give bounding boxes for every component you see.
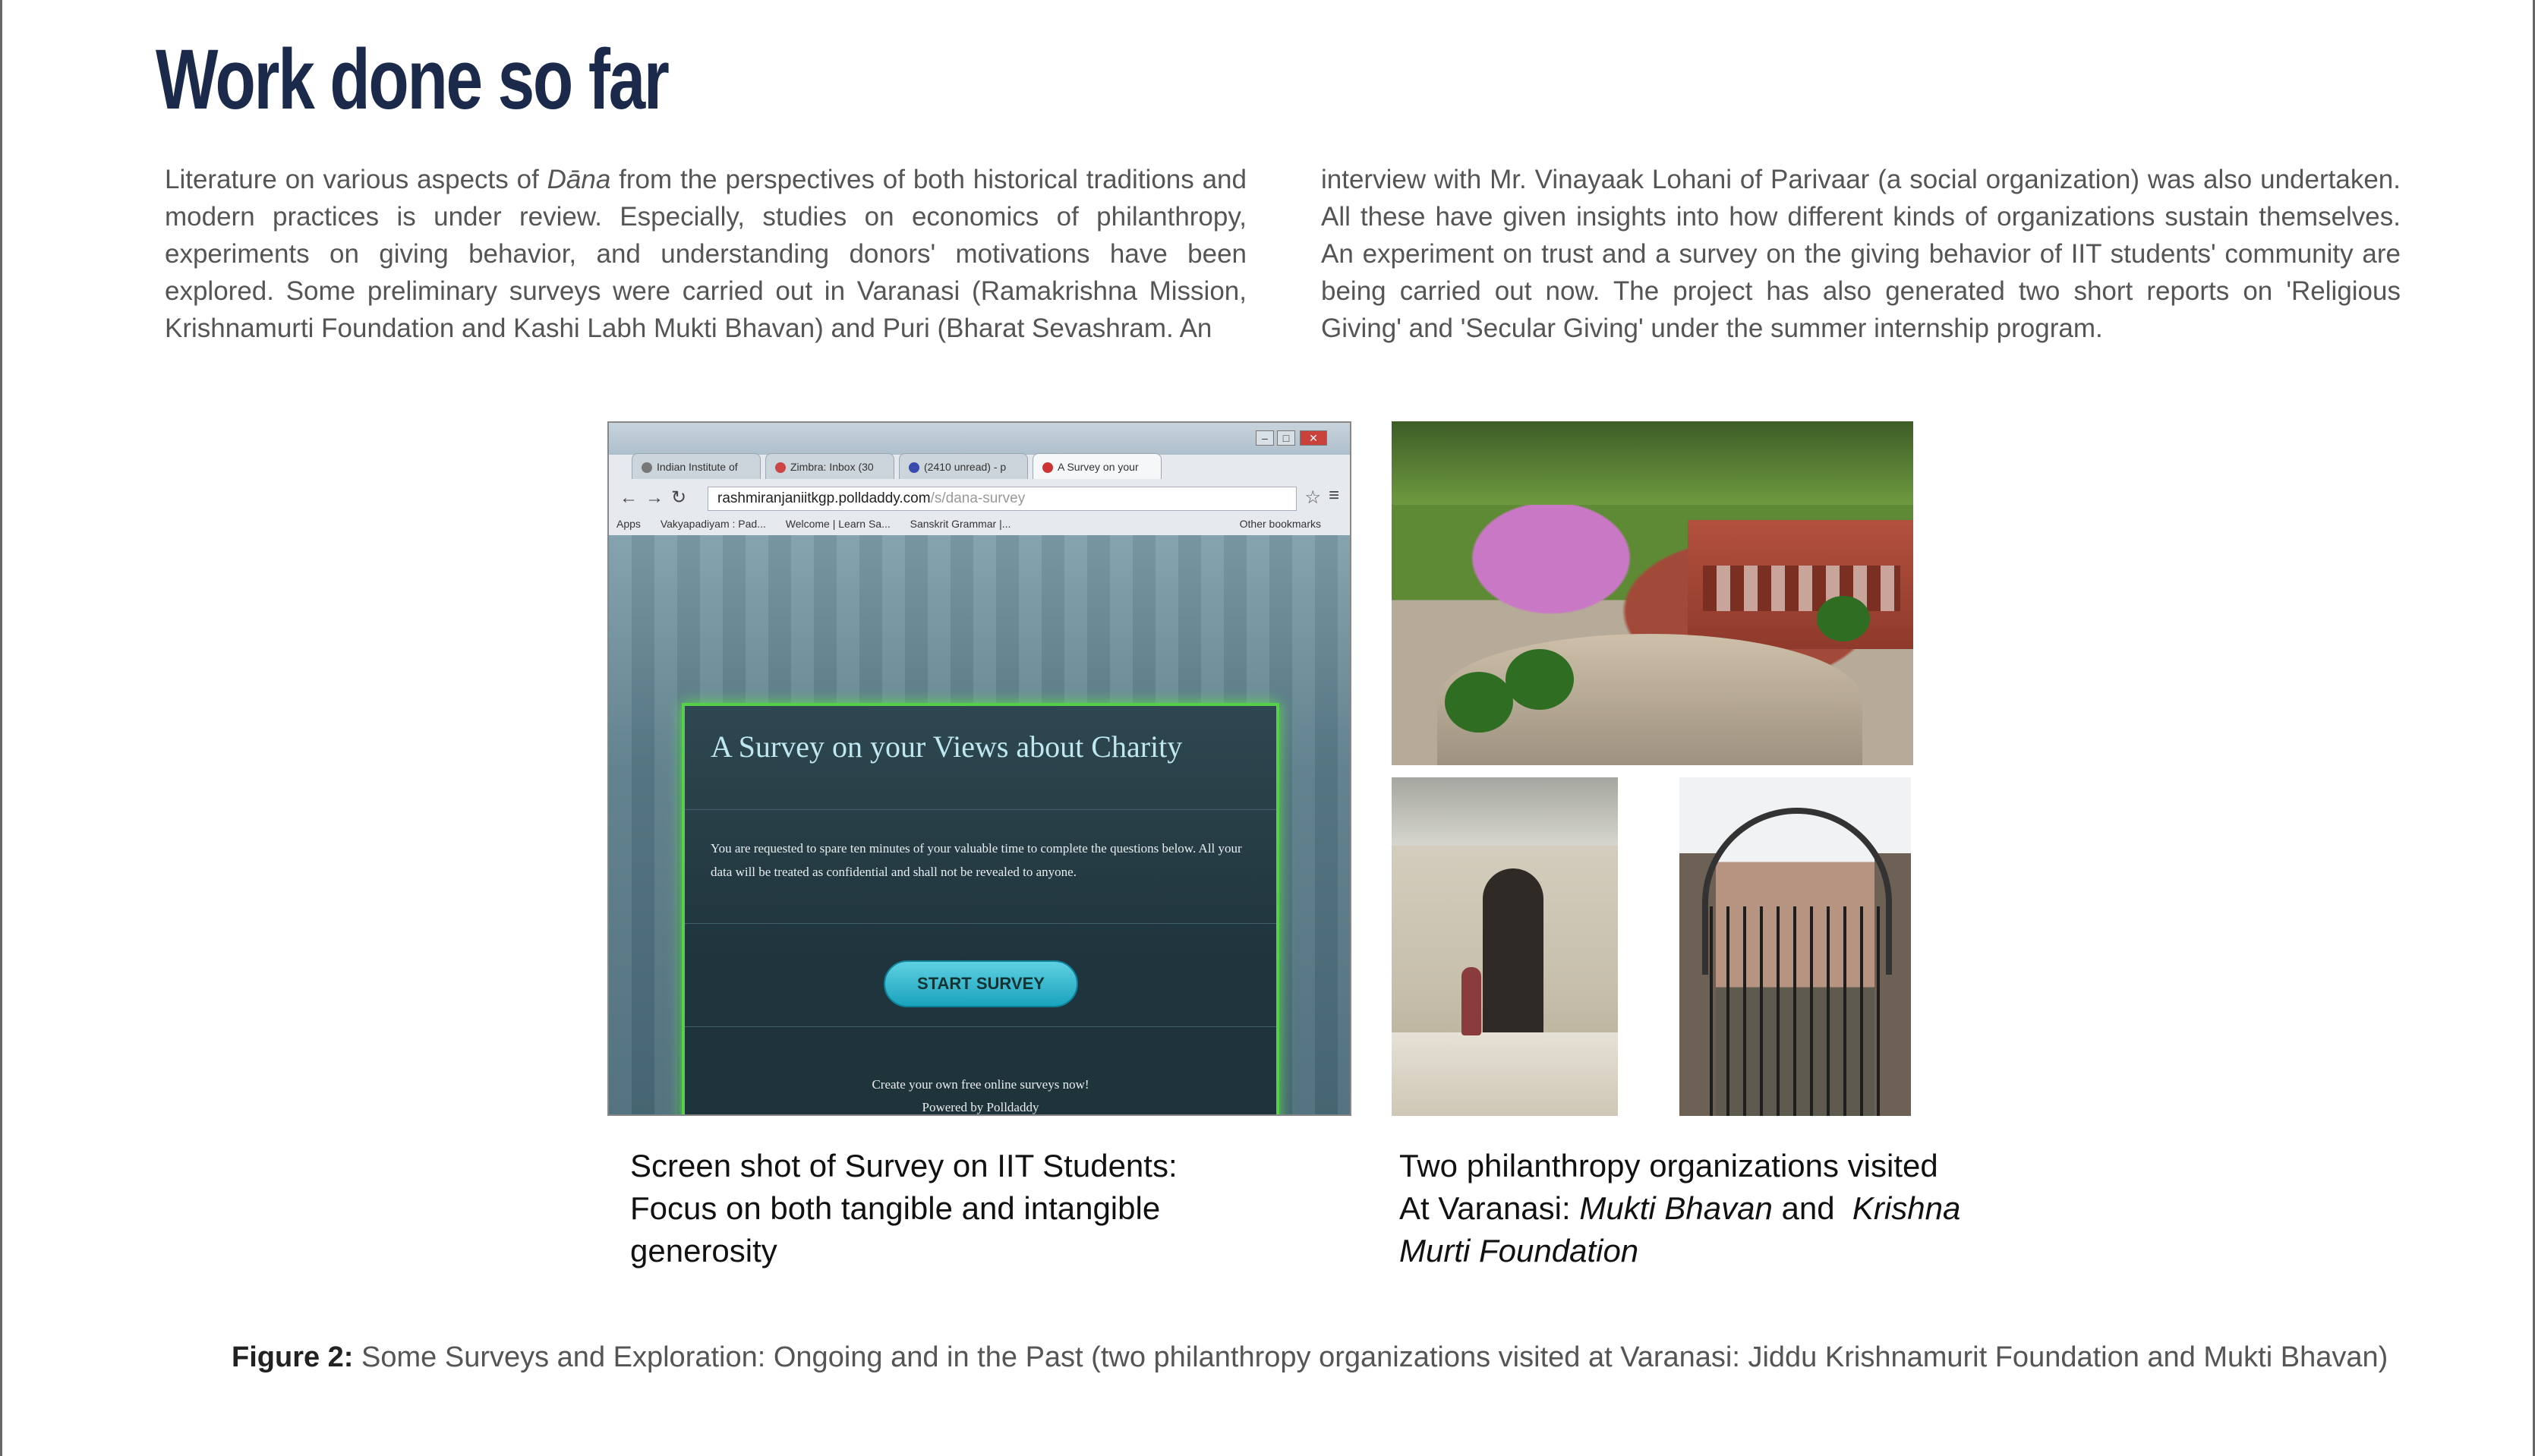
red-building: [1688, 520, 1913, 649]
divider: [685, 923, 1276, 924]
bookmark-item[interactable]: Apps: [616, 518, 641, 530]
tree-canopy: [1392, 421, 1913, 505]
url-input[interactable]: [708, 487, 1297, 511]
tab-favicon-icon: [642, 462, 652, 473]
survey-page: [609, 535, 1350, 1114]
tab-label: Indian Institute of: [657, 461, 738, 473]
reload-icon[interactable]: ↻: [671, 487, 687, 508]
paragraph-left: [165, 161, 1247, 347]
bookmark-item[interactable]: Vakyapadiyam : Pad...: [660, 518, 766, 530]
photo-krishnamurti-foundation-gate: [1679, 777, 1911, 1116]
caption-italic: Mukti Bhavan: [1579, 1190, 1773, 1226]
close-icon[interactable]: ✕: [1300, 430, 1327, 446]
menu-icon[interactable]: ≡: [1328, 485, 1339, 506]
bookmark-star-icon[interactable]: ☆: [1304, 487, 1321, 508]
paragraph-right: interview with Mr. Vinayaak Lohani of Parivaar (a social organization) was also undertaken. All these have given insights into how different kinds of organizations sustain themselves. An experiment on trust and a survey on the giving behavior of IIT students' community are being carried out now. The project has also generated two short reports on 'Religious Giving' and 'Secular Giving' under the summer internship program.: [1321, 165, 2401, 343]
forward-arrow-icon[interactable]: →: [645, 487, 664, 508]
page-title: Work done so far: [156, 32, 668, 127]
dana-term: Dāna: [547, 165, 611, 194]
tab-label: Zimbra: Inbox (30: [790, 461, 874, 473]
browser-tab-active[interactable]: [1033, 453, 1162, 479]
tab-favicon-icon: [1042, 462, 1053, 473]
photo-campus-garden: [1392, 421, 1913, 765]
caption-line: [1399, 1230, 1960, 1272]
browser-tab[interactable]: [632, 453, 761, 479]
bookmarks-bar: [616, 514, 1342, 534]
photo-mukti-bhavan: [1392, 777, 1618, 1116]
tab-favicon-icon: [775, 462, 786, 473]
caption-line: Focus on both tangible and intangible: [630, 1190, 1161, 1226]
caption-survey: [630, 1145, 1178, 1272]
create-surveys-link[interactable]: Create your own free online surveys now!: [872, 1077, 1089, 1092]
divider: [685, 1026, 1276, 1027]
person: [1461, 967, 1481, 1035]
caption-line: generosity: [630, 1233, 777, 1268]
maximize-icon[interactable]: □: [1277, 430, 1295, 446]
address-bar-row: [616, 484, 1342, 512]
bush: [1817, 596, 1870, 641]
caption-italic: Krishna: [1852, 1190, 1961, 1226]
survey-screenshot: [607, 421, 1351, 1116]
powered-by-text: Powered by Polldaddy: [922, 1100, 1039, 1114]
bush: [1506, 649, 1574, 710]
survey-intro-text: You are requested to spare ten minutes of your valuable time to complete the questions below. All your data will be treated as confidential and shall not be revealed to anyone.: [711, 841, 1242, 879]
caption-line: Two philanthropy organizations visited: [1399, 1148, 1938, 1183]
url-host: rashmiranjaniitkgp.polldaddy.com: [717, 490, 931, 506]
tab-label: A Survey on your: [1058, 461, 1139, 473]
bookmark-item[interactable]: Welcome | Learn Sa...: [785, 518, 891, 530]
doorway: [1483, 868, 1543, 1035]
para-left-rest: from the perspectives of both historical traditions and modern practices is under review. Especially, studies on economics of philanthropy, experiments on giving behavior, and understanding donors' motivations have been explored. Some preliminary surveys were carried out in Varanasi (Ramakrishna Mission, Krishnamurti Foundation and Kashi Labh Mukti Bhavan) and Puri (Bharat Sevashram. An: [165, 165, 1247, 343]
browser-chrome: [609, 423, 1350, 537]
figure-label: Figure 2:: [232, 1341, 354, 1373]
browser-tab[interactable]: [899, 453, 1028, 479]
divider: [685, 809, 1276, 810]
survey-card: [682, 703, 1279, 1116]
bookmark-item[interactable]: Sanskrit Grammar |...: [910, 518, 1011, 530]
tab-label: (2410 unread) - p: [924, 461, 1007, 473]
back-arrow-icon[interactable]: ←: [620, 487, 638, 508]
browser-tabs: [632, 453, 1162, 482]
ceiling: [1392, 777, 1618, 846]
caption-italic: Murti Foundation: [1399, 1233, 1639, 1268]
courtyard-floor: [1392, 1032, 1618, 1116]
iron-gate: [1710, 906, 1884, 1116]
survey-heading: A Survey on your Views about Charity: [711, 730, 1183, 764]
caption-line: Screen shot of Survey on IIT Students:: [630, 1148, 1178, 1183]
browser-tab[interactable]: [765, 453, 894, 479]
caption-line: [1399, 1187, 1960, 1230]
bookmark-item[interactable]: Other bookmarks: [1239, 518, 1321, 530]
caption-text: and: [1772, 1190, 1852, 1226]
figure-caption: [232, 1338, 2388, 1377]
caption-organizations: [1399, 1145, 1960, 1272]
start-survey-button[interactable]: START SURVEY: [884, 960, 1078, 1007]
url-path: /s/dana-survey: [930, 490, 1026, 506]
bush: [1445, 672, 1513, 733]
caption-text: At Varanasi:: [1399, 1190, 1580, 1226]
para-left-start: Literature on various aspects of: [165, 165, 547, 194]
figure-text: Some Surveys and Exploration: Ongoing and in the Past (two philanthropy organizations visited at Varanasi: Jiddu Krishnamurit Foundation and Mukti Bhavan): [353, 1341, 2388, 1373]
minimize-icon[interactable]: –: [1256, 430, 1274, 446]
survey-footer: [685, 1073, 1276, 1116]
window-titlebar: [609, 423, 1350, 455]
page-left-border: [0, 0, 2, 1456]
tab-favicon-icon: [909, 462, 919, 473]
